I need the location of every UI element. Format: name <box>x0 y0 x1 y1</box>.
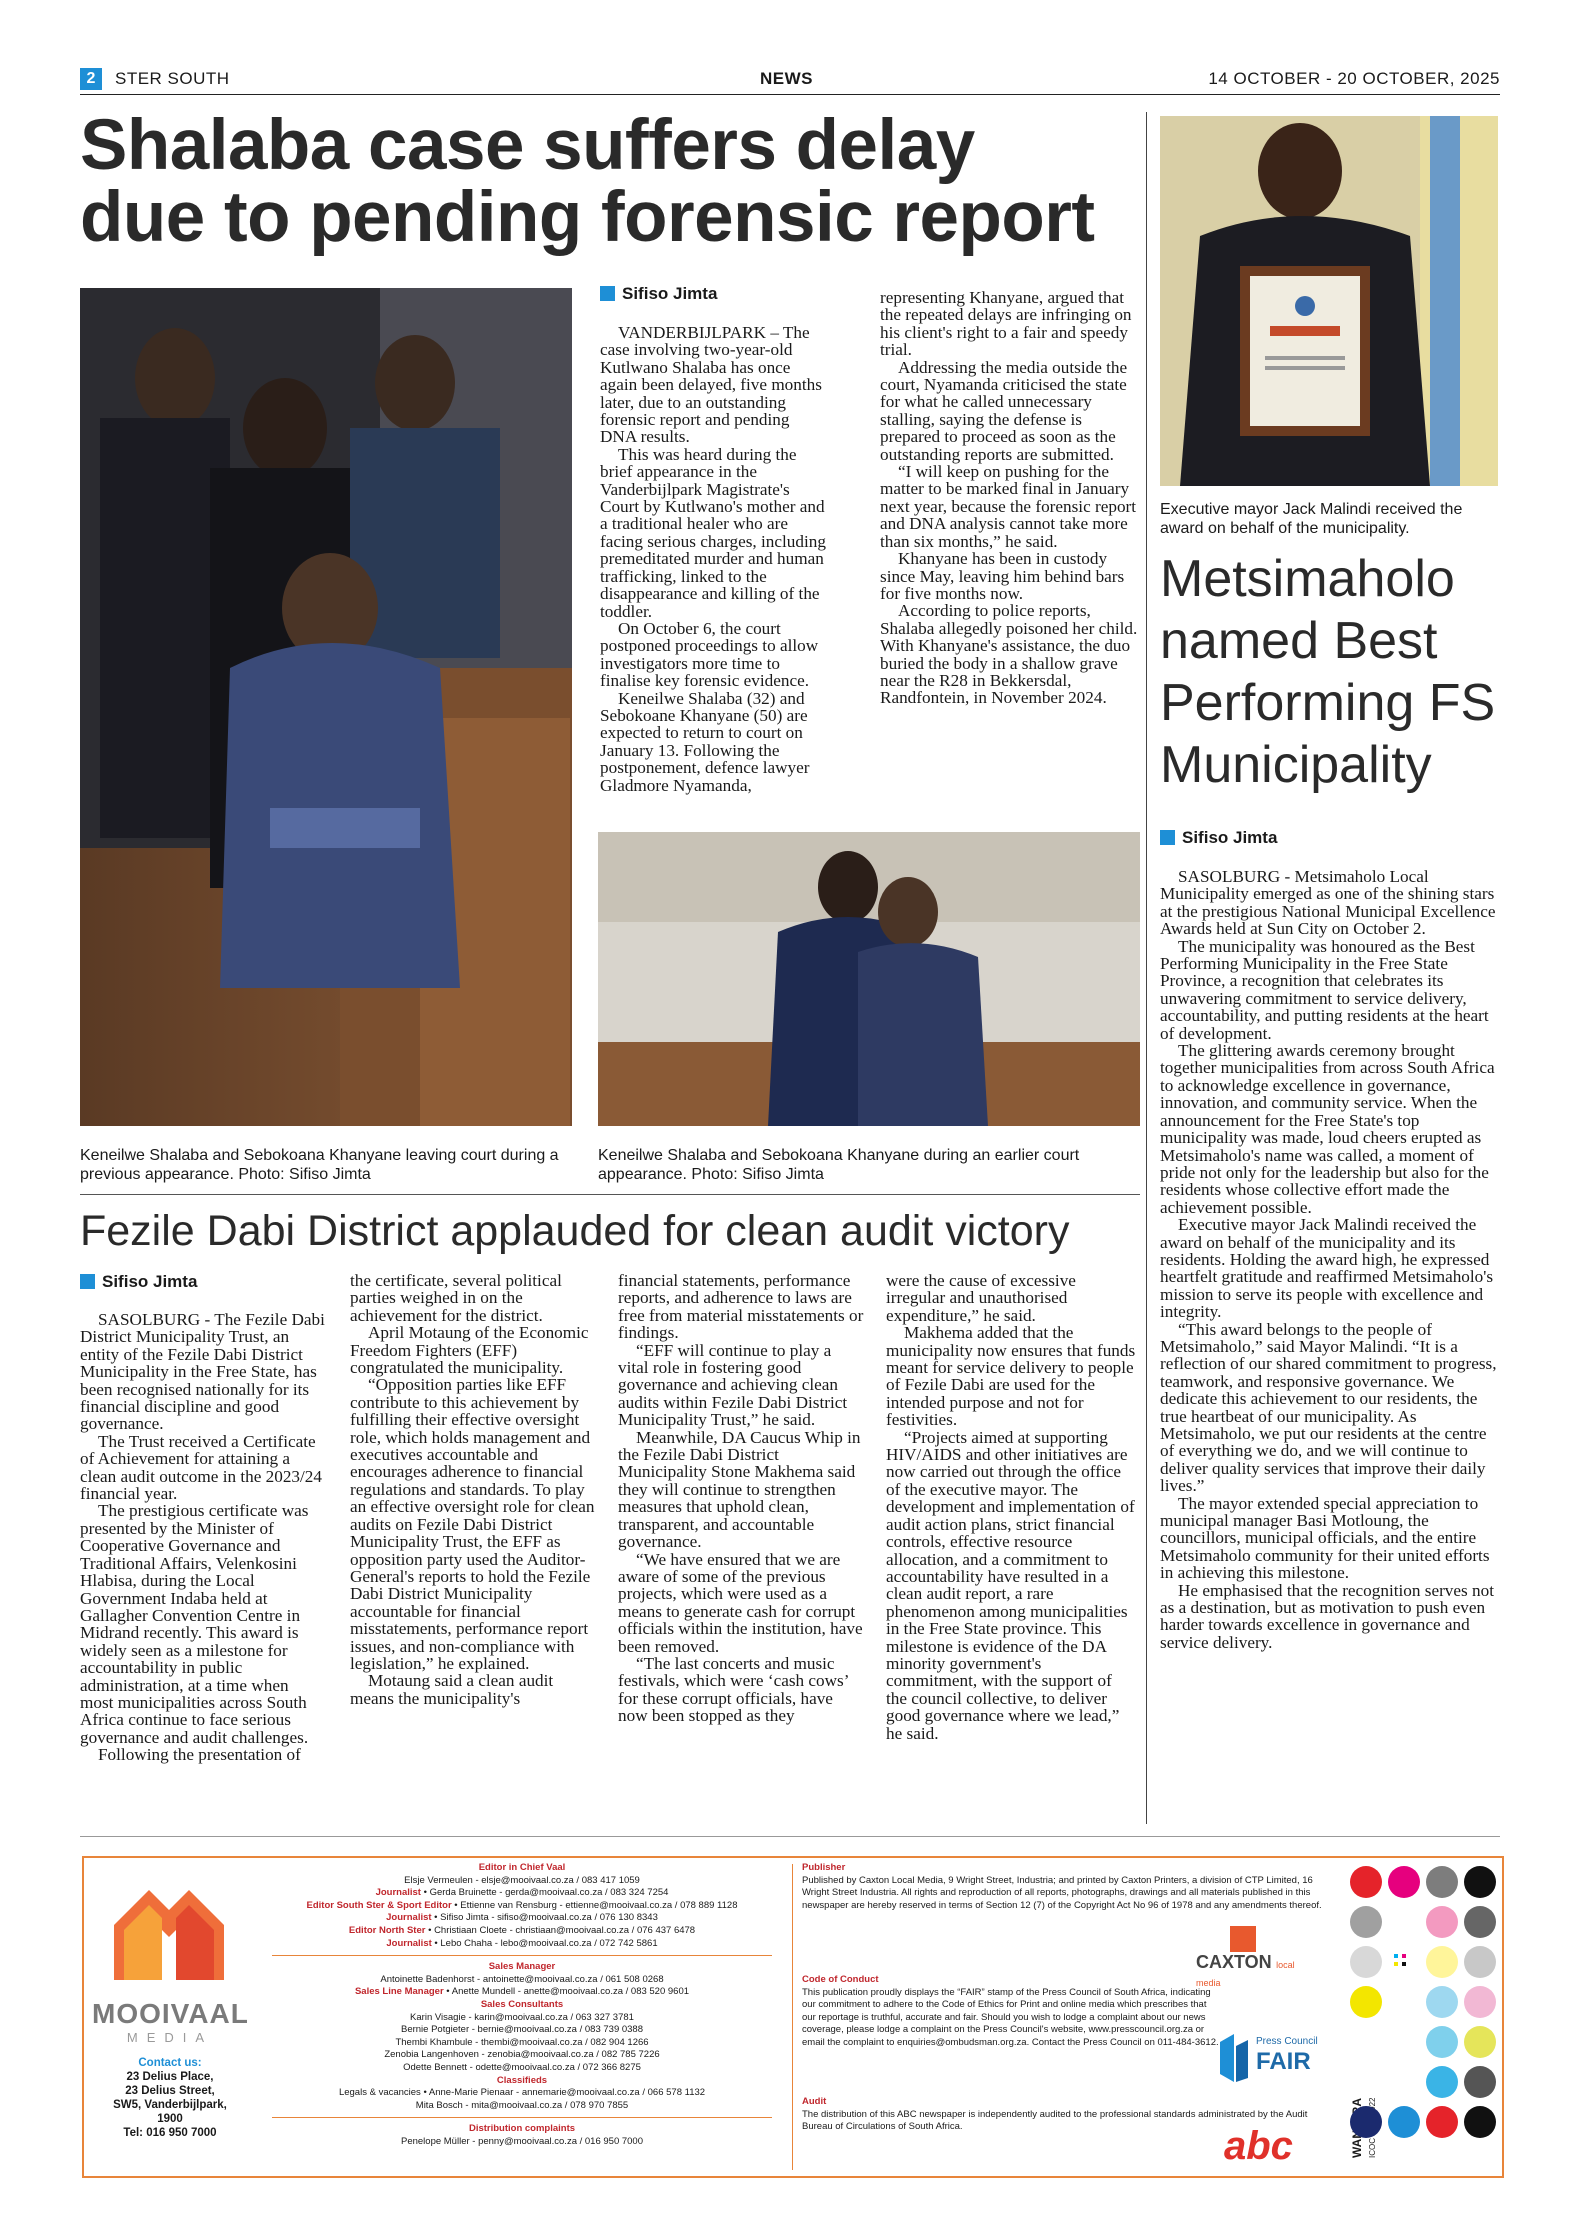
editor-line <box>262 1875 782 1888</box>
conduct-info <box>802 1974 1222 2050</box>
colour-dot <box>1426 1906 1458 1938</box>
consultants-title: Sales Consultants <box>480 1998 564 2010</box>
article3-headline-line: named Best <box>1160 612 1438 670</box>
paragraph: were the cause of excessive irregular and unauthorised expenditure,” he said. <box>886 1271 1076 1325</box>
editor-line: Editor South Ster & Sport Editor • Ettienne van Rensburg - ettienne@mooivaal.co.za / 078 889 1128 <box>306 1899 738 1911</box>
article3-byline-name: Sifiso Jimta <box>1182 828 1278 847</box>
colour-dot <box>1350 2106 1382 2138</box>
sales-role: Sales Line Manager <box>354 1986 444 1998</box>
paragraph: Addressing the media outside the court, Nyamanda criticised the state for what he called unnecessary stalling, saying the defense is prepared to proceed as soon as the outstanding reports are submitted. <box>880 357 1128 464</box>
paragraph: The mayor extended special appreciation to municipal manager Basi Motloung, the councillors, municipal officials, and the entire Metsimaholo community for their united efforts in achieving this milestone. <box>1160 1493 1490 1583</box>
article2-col4 <box>886 1272 1136 1742</box>
byline-square-icon <box>600 286 615 301</box>
colour-dot <box>1426 1986 1458 2018</box>
colour-dot <box>1350 1866 1382 1898</box>
column-divider <box>1146 112 1147 1824</box>
colour-dot <box>1388 2106 1420 2138</box>
colour-dot <box>1426 1946 1458 1978</box>
colour-dot <box>1464 1986 1496 2018</box>
page-number: 2 <box>80 68 102 90</box>
sales-line: Sales Line Manager • Anette Mundell - anette@mooivaal.co.za / 083 520 9601 <box>354 1986 690 1998</box>
consultant-line: Bernie Potgieter - bernie@mooivaal.co.za / 083 739 0388 <box>400 2024 643 2036</box>
footer-divider <box>272 1955 772 1956</box>
editor-line: Journalist • Lebo Chaha - lebo@mooivaal.co.za / 072 742 5861 <box>386 1937 658 1949</box>
abc-logo: abc <box>1224 2124 1293 2168</box>
editor-title: Editor in Chief Vaal <box>478 1862 566 1873</box>
registration-mark-icon <box>1394 1954 1398 1958</box>
paragraph: SASOLBURG - Metsimaholo Local Municipality emerged as one of the shining stars at the prestigious National Municipal Excellence Awards held at Sun City on October 2. <box>1160 867 1496 939</box>
article1-byline <box>600 284 717 304</box>
contact-line: 1900 <box>157 2113 183 2125</box>
publisher-title: Publisher <box>802 1862 846 1873</box>
caxton-mark-icon <box>1230 1926 1256 1952</box>
footer-divider <box>272 2117 772 2118</box>
colour-dot <box>1350 1946 1382 1978</box>
colour-dot <box>1464 1946 1496 1978</box>
sales-title: Sales Manager <box>488 1961 556 1973</box>
staff-list <box>262 1862 782 2148</box>
paragraph: Meanwhile, DA Caucus Whip in the Fezile Dabi District Municipality Stone Makhema said they will continue to strengthen measures that uphold clean, transparent, and accountable governance. <box>618 1427 861 1552</box>
sales-text: Anette Mundell - anette@mooivaal.co.za / 083 520 9601 <box>451 1986 690 1998</box>
paragraph: He emphasised that the recognition serves not as a destination, but as motivation to push even harder towards excellence in governance and service delivery. <box>1160 1580 1494 1652</box>
paragraph: “Opposition parties like EFF contribute to this achievement by fulfilling their effective oversight role, which holds management and executives accountable and encourages adherence to financial regulations and standards. To play an effective oversight role for clean audits on Fezile Dabi District Municipality Trust, the EFF as opposition party used the Auditor-General's reports to hold the Fezile Dabi District Municipality accountable for financial misstatements, performance report issues, and non-compliance with legislation,” he explained. <box>350 1375 595 1673</box>
footer-vertical-divider <box>792 1864 793 2170</box>
editor-role: Editor South Ster & Sport Editor <box>306 1899 452 1911</box>
article1-caption2: Keneilwe Shalaba and Sebokoana Khanyane during an earlier court appearance. Photo: Sifiso Jimta <box>598 1147 1080 1183</box>
editor-role: Journalist <box>386 1937 432 1949</box>
article3-body <box>1160 868 1498 1651</box>
article1-headline-line2: due to pending forensic report <box>80 178 1095 257</box>
conduct-text: This publication proudly displays the “FAIR” stamp of the Press Council of South Africa, indicating our commitment to adhere to the Code of Ethics for Print and online media which prescribes that our reportage is truthful, accurate and fair. Should you wish to lodge a complaint about our news coverage, please lodge a complaint on the Press Council's website, www.presscouncil.org.za or email the complaint to enquiries@ombudsman.org.za. Contact the Press Council on 011-484-3612. <box>802 1986 1219 2048</box>
registration-mark-icon <box>1402 1954 1406 1958</box>
colour-dot <box>1464 1866 1496 1898</box>
colour-dot <box>1388 1866 1420 1898</box>
caxton-word: CAXTON <box>1196 1952 1272 1972</box>
byline-square-icon <box>80 1274 95 1289</box>
colour-registration-strip <box>1350 1866 1500 2172</box>
paragraph: “The last concerts and music festivals, which were ‘cash cows’ for these corrupt officials, have now been stopped as they <box>618 1653 849 1726</box>
editor-role: Journalist <box>386 1912 432 1924</box>
consultant-line: Karin Visagie - karin@mooivaal.co.za / 063 327 3781 <box>410 2011 634 2023</box>
colour-dot <box>1350 1986 1382 2018</box>
article2-byline <box>80 1272 197 1292</box>
paragraph: SASOLBURG - The Fezile Dabi District Municipality Trust, an entity of the Fezile Dabi District Municipality in the Free State, has been recognised nationally for its financial discipline and good governance. <box>80 1310 325 1434</box>
article1-photo-court <box>80 288 572 1126</box>
editor-text: Gerda Bruinette - gerda@mooivaal.co.za / 083 324 7254 <box>429 1887 669 1899</box>
colour-dot <box>1464 2066 1496 2098</box>
article2-col3 <box>618 1272 866 1725</box>
article3-headline-line: Municipality <box>1160 736 1432 794</box>
colour-dot <box>1426 2026 1458 2058</box>
article-divider <box>80 1194 1140 1195</box>
classifieds-line: Legals & vacancies • Anne-Marie Pienaar - annemarie@mooivaal.co.za / 066 578 1132 <box>338 2087 706 2099</box>
publisher-text: Published by Caxton Local Media, 9 Wright Street, Industria; and printed by Caxton Printers, a division of CTP Limited, 16 Wright Street Industria. All rights and reproduction of all reports, photographs, drawings and all materials published in this newspaper are hereby reserved in terms of Section 12 (7) of the Copyright Act No 96 of 1978 and any amendments thereof. <box>802 1874 1322 1911</box>
paragraph: “We have ensured that we are aware of some of the previous projects, which were used as a means to generate cash for corrupt officials within the institution, have been removed. <box>618 1549 863 1656</box>
paragraph: “EFF will continue to play a vital role in fostering good governance and achieving clean audits within Fezile Dabi District Municipality Trust,” he said. <box>618 1340 848 1430</box>
editor-role: Journalist <box>375 1887 421 1899</box>
mooivaal-logo-icon <box>104 1880 234 2000</box>
article3-caption: Executive mayor Jack Malindi received the award on behalf of the municipality. <box>1160 501 1463 537</box>
editor-role: Editor North Ster <box>348 1924 426 1936</box>
logo-word: MOOIVAAL <box>92 1998 249 2029</box>
byline-square-icon <box>1160 830 1175 845</box>
paragraph: “This award belongs to the people of Metsimaholo,” said Mayor Malindi. “It is a reflection of our shared commitment to progress, teamwork, and responsive governance. We dedicate this achievement to our residents, the true heartbeat of our municipality. As Metsimaholo, we put our residents at the centre of everything we do, and we will continue to deliver quality services that improve their daily lives.” <box>1160 1319 1497 1496</box>
editor-line: Editor North Ster • Christiaan Cloete - christiaan@mooivaal.co.za / 076 437 6478 <box>348 1924 696 1936</box>
editor-text: Ettienne van Rensburg - ettienne@mooivaal.co.za / 078 889 1128 <box>460 1899 738 1911</box>
colour-dot <box>1464 2106 1496 2138</box>
footer-rule <box>80 1836 1500 1837</box>
article3-headline <box>1160 548 1500 796</box>
editor-text: Sifiso Jimta - sifiso@mooivaal.co.za / 076 130 8343 <box>440 1912 658 1924</box>
article2-col2 <box>350 1272 596 1707</box>
complaints-line: Penelope Müller - penny@mooivaal.co.za / 016 950 7000 <box>400 2135 644 2147</box>
paragraph: The glittering awards ceremony brought together municipalities from across South Africa to acknowledge excellence in governance, innovation, and community service. When the announcement for the Free State's top municipality was made, loud cheers erupted as Metsimaholo's name was called, a moment of pride not only for the leadership but also for the residents whose collective effort made the achievement possible. <box>1160 1041 1495 1217</box>
edition-name: STER SOUTH <box>115 69 230 88</box>
caxton-sub: local media <box>1196 1960 1295 1988</box>
contact-block <box>92 2056 248 2140</box>
paragraph: Following the presentation of <box>98 1745 301 1765</box>
conduct-title: Code of Conduct <box>802 1974 879 1985</box>
article2-byline-name: Sifiso Jimta <box>102 1272 198 1291</box>
paragraph: Keneilwe Shalaba (32) and Sebokoane Khanyane (50) are expected to return to court on January 13. Following the postponement, defence lawyer Gladmore Nyamanda, <box>600 688 810 795</box>
paragraph: This was heard during the brief appearance in the Vanderbijlpark Magistrate's Court by Kutlwano's mother and a traditional healer who are facing serious charges, including premeditated murder and human trafficking, linked to the disappearance and killing of the toddler. <box>600 444 826 621</box>
article2-col1 <box>80 1311 326 1764</box>
paragraph: The prestigious certificate was presented by the Minister of Cooperative Governance and Traditional Affairs, Velenkosini Hlabisa, during the Local Government Indaba held at Gallagher Convention Centre in Midrand recently. This award is widely seen as a milestone for accountability in public administration, at a time when most municipalities across South Africa continue to face serious governance and audit challenges. <box>80 1501 309 1747</box>
article1-col2 <box>880 289 1138 707</box>
contact-title: Contact us: <box>138 2057 202 2069</box>
article3-headline-line: Metsimaholo <box>1160 550 1455 608</box>
editor-text: Lebo Chaha - lebo@mooivaal.co.za / 072 742 5861 <box>440 1937 658 1949</box>
logo-sub: MEDIA <box>126 2030 214 2045</box>
paragraph: On October 6, the court postponed proceedings to allow investigators more time to finalise key forensic evidence. <box>600 618 819 691</box>
article3-headline-line: Performing FS <box>1160 674 1496 732</box>
contact-line: 23 Delius Place, <box>126 2071 214 2083</box>
paragraph: “I will keep on pushing for the matter to be marked final in January next year, because the forensic report and DNA analysis cannot take more than six months,” he said. <box>880 462 1137 551</box>
audit-text: The distribution of this ABC newspaper is independently audited to the professional standards administrated by the Audit Bureau of Circulations of South Africa. <box>802 2108 1308 2133</box>
paragraph: “Projects aimed at supporting HIV/AIDS and other initiatives are now carried out through the office of the executive mayor. The development and implementation of audit action plans, strict financial controls, effective resource allocation, and a commitment to accountability have resulted in a clean audit report, a rare phenomenon among municipalities in the Free State province. This milestone is evidence of the DA minority government's commitment, with the support of the council collective, to deliver good governance where we lead,” he said. <box>886 1427 1135 1743</box>
paragraph: VANDERBIJLPARK – The case involving two-year-old Kutlwano Shalaba has once again been delayed, five months later, due to an outstanding forensic report and pending DNA results. <box>600 323 822 447</box>
editor-text: Elsje Vermeulen - elsje@mooivaal.co.za / 083 417 1059 <box>404 1874 640 1886</box>
issue-date: 14 OCTOBER - 20 OCTOBER, 2025 <box>1208 69 1500 88</box>
classifieds-title: Classifieds <box>496 2074 548 2086</box>
publisher-info <box>802 1862 1332 1912</box>
article3-photo-mayor <box>1160 116 1498 486</box>
editor-line: Journalist • Gerda Bruinette - gerda@mooivaal.co.za / 083 324 7254 <box>375 1887 669 1899</box>
paragraph: Khanyane has been in custody since May, leaving him behind bars for five months now. <box>880 549 1125 603</box>
article1-byline-name: Sifiso Jimta <box>622 284 718 303</box>
contact-line: 23 Delius Street, <box>125 2085 215 2097</box>
editor-text: Christiaan Cloete - christiaan@mooivaal.co.za / 076 437 6478 <box>434 1924 696 1936</box>
fair-stamp-icon <box>1216 2032 1252 2084</box>
paragraph: the certificate, several political parties weighed in on the achievement for the district. <box>350 1271 562 1325</box>
sales-text: Antoinette Badenhorst - antoinette@mooivaal.co.za / 061 508 0268 <box>380 1973 664 1985</box>
paragraph: Makhema added that the municipality now ensures that funds meant for service delivery to people of Fezile Dabi are used for the intended purpose and not for festivities. <box>886 1323 1136 1430</box>
colour-dot <box>1350 1906 1382 1938</box>
fair-word: FAIR <box>1256 2048 1311 2075</box>
paragraph: According to police reports, Shalaba allegedly poisoned her child. With Khanyane's assistance, the duo buried the body in a shallow grave near the R28 in Bekkersdal, Randfontein, in November 2024. <box>880 601 1138 708</box>
sales-line <box>262 1974 782 1987</box>
contact-line: SW5, Vanderbijlpark, <box>113 2099 227 2111</box>
paragraph: representing Khanyane, argued that the repeated delays are infringing on his client's right to a fair and speedy trial. <box>880 288 1132 360</box>
colour-dot <box>1426 2106 1458 2138</box>
audit-title: Audit <box>802 2096 827 2107</box>
paragraph: The Trust received a Certificate of Achievement for attaining a clean audit outcome in the 2023/24 financial year. <box>80 1431 322 1504</box>
colour-dot <box>1426 2066 1458 2098</box>
article1-caption1: Keneilwe Shalaba and Sebokoana Khanyane leaving court during a previous appearance. Photo: Sifiso Jimta <box>80 1147 559 1183</box>
article1-photo-earlier <box>598 832 1140 1126</box>
article1-col1 <box>600 324 826 794</box>
classifieds-line: Mita Bosch - mita@mooivaal.co.za / 078 970 7855 <box>415 2099 629 2111</box>
paragraph: financial statements, performance reports, and adherence to laws are free from material misstatements or findings. <box>618 1271 864 1343</box>
article2-headline: Fezile Dabi District applauded for clean audit victory <box>80 1207 1070 1255</box>
colour-dot <box>1464 1906 1496 1938</box>
colour-dot <box>1426 1866 1458 1898</box>
paragraph: The municipality was honoured as the Best Performing Municipality in the Free State Province, a recognition that celebrates its unwavering commitment to service delivery, accountability, and putting residents at the heart of development. <box>1160 936 1489 1043</box>
registration-mark-icon <box>1402 1962 1406 1966</box>
editor-line: Journalist • Sifiso Jimta - sifiso@mooivaal.co.za / 076 130 8343 <box>386 1912 658 1924</box>
article3-byline <box>1160 828 1277 848</box>
fair-top: Press Council <box>1256 2036 1318 2047</box>
paragraph: April Motaung of the Economic Freedom Fighters (EFF) congratulated the municipality. <box>350 1323 589 1378</box>
section-name: NEWS <box>760 69 813 88</box>
consultant-line: Odette Bennett - odette@mooivaal.co.za / 072 366 8275 <box>403 2061 641 2073</box>
consultant-line: Thembi Khambule - thembi@mooivaal.co.za / 082 904 1266 <box>395 2036 649 2048</box>
contact-line: Tel: 016 950 7000 <box>123 2127 217 2139</box>
paragraph: Motaung said a clean audit means the municipality's <box>350 1671 554 1708</box>
consultant-line: Zenobia Langenhoven - zenobia@mooivaal.co.za / 082 785 7226 <box>384 2049 660 2061</box>
article1-headline <box>80 106 1140 257</box>
header-rule <box>80 94 1500 95</box>
paragraph: Executive mayor Jack Malindi received the award on behalf of the municipality and its residents. Holding the award high, he expressed heartfelt gratitude and reaffirmed Metsimaholo's mission to serve its people with excellence and integrity. <box>1160 1215 1494 1322</box>
registration-mark-icon <box>1394 1962 1398 1966</box>
complaints-title: Distribution complaints <box>468 2123 576 2135</box>
article1-headline-line1: Shalaba case suffers delay <box>80 106 975 185</box>
masthead-footer <box>82 1856 1504 2178</box>
colour-dot <box>1464 2026 1496 2058</box>
